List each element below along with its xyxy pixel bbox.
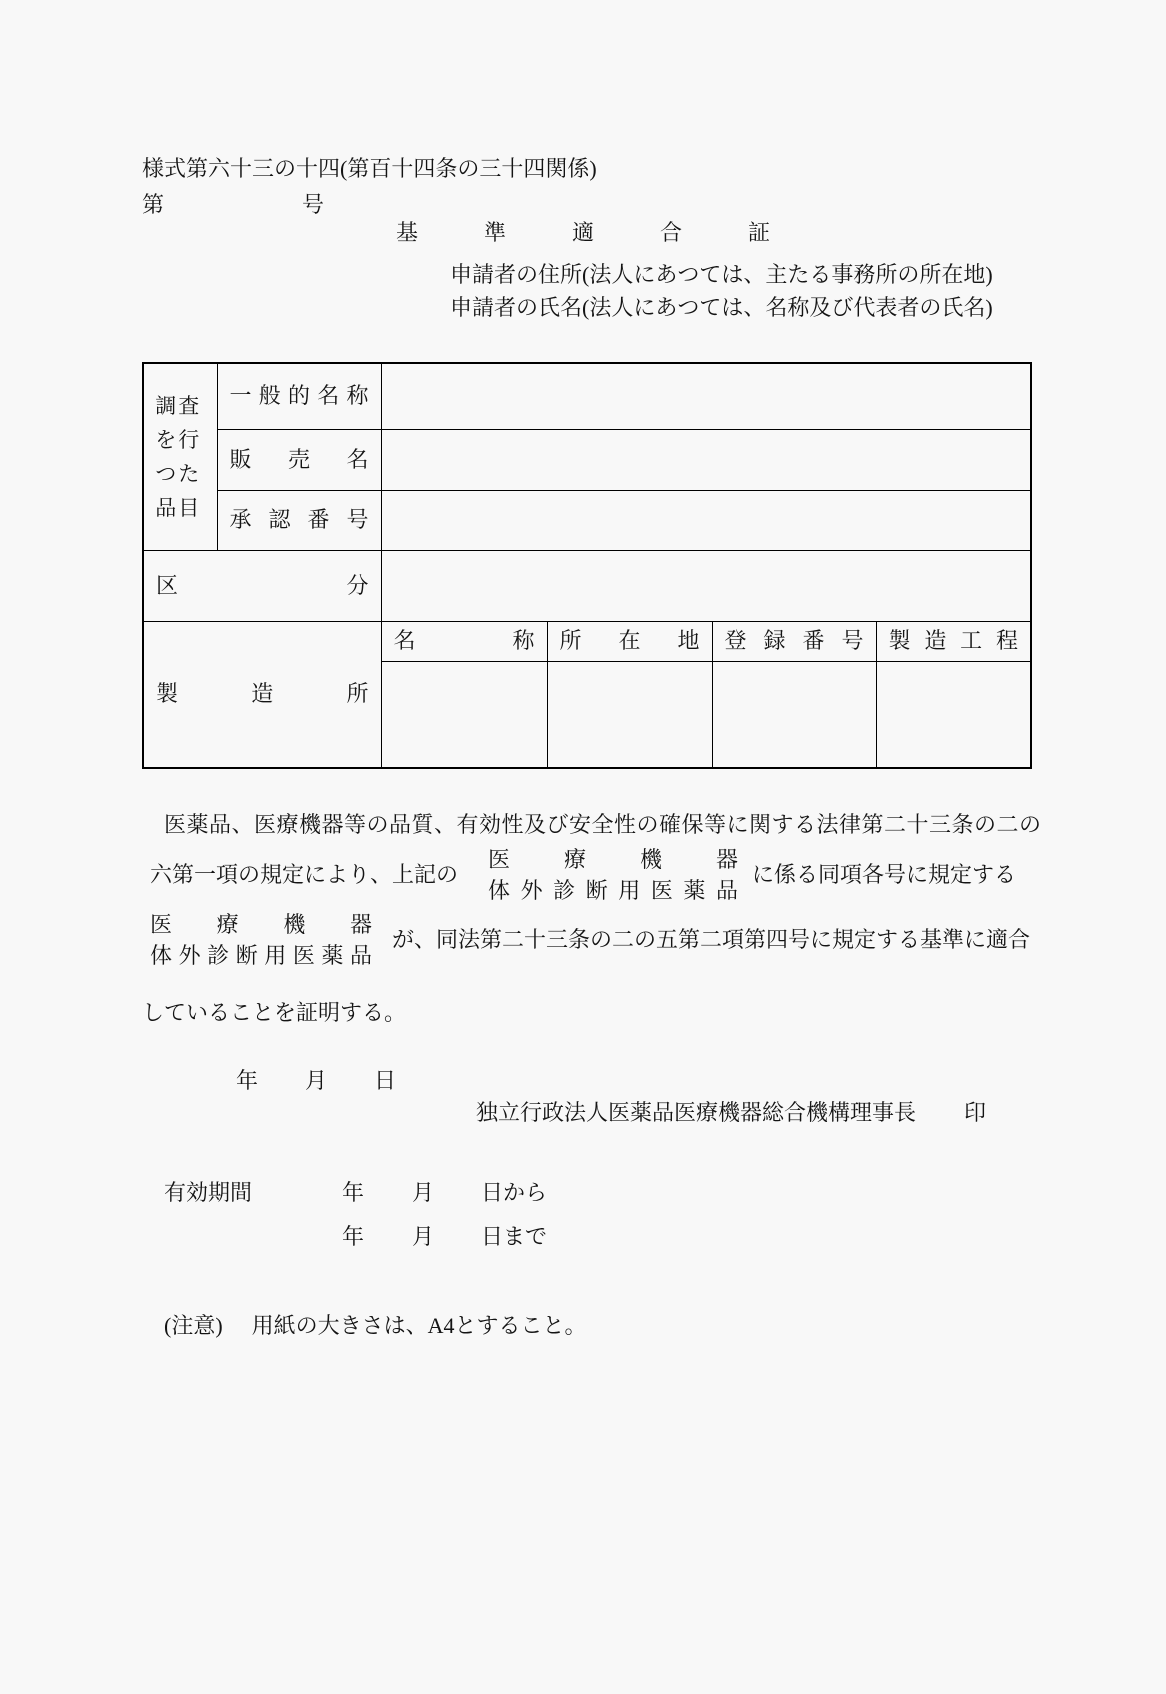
approval-number-value-cell bbox=[381, 490, 1031, 550]
validity-from-year: 年 bbox=[342, 1180, 365, 1205]
choice-medical-device: 医療機器 bbox=[488, 847, 739, 872]
site-address-header-cell: 所在地 bbox=[547, 621, 712, 661]
site-process-header-cell: 製造工程 bbox=[876, 621, 1031, 661]
paper-size-note bbox=[164, 1313, 587, 1339]
validity-to-day: 日まで bbox=[481, 1224, 548, 1249]
note-label: (注意) bbox=[164, 1313, 223, 1338]
date-year-label: 年 bbox=[236, 1068, 259, 1093]
document-number-suffix: 号 bbox=[302, 192, 325, 217]
line3-tail-text: が、同法第二十三条の二の五第二項第四号に規定する基準に適合 bbox=[392, 927, 1031, 952]
form-reference: 様式第六十三の十四(第百十四条の三十四関係) bbox=[142, 156, 597, 181]
line2-tail-text: に係る同項各号に規定する bbox=[752, 862, 1017, 887]
validity-from-day: 日から bbox=[481, 1180, 548, 1205]
issuer-signature-line bbox=[476, 1100, 986, 1126]
applicant-address-line: 申請者の住所(法人にあつては、主たる事務所の所在地) bbox=[450, 262, 993, 287]
applicant-name-line: 申請者の氏名(法人にあつては、名称及び代表者の氏名) bbox=[450, 295, 993, 320]
document-number-line bbox=[142, 192, 542, 218]
applicant-block bbox=[450, 258, 993, 324]
product-choice-stack bbox=[150, 909, 372, 971]
choice-medical-device: 医療機器 bbox=[150, 912, 372, 937]
date-month-label: 月 bbox=[305, 1068, 328, 1093]
site-registration-number-header-cell: 登録番号 bbox=[712, 621, 876, 661]
validity-label: 有効期間 bbox=[164, 1180, 253, 1205]
brand-name-label-cell: 販売名 bbox=[217, 429, 381, 490]
issuer-title: 独立行政法人医薬品医療機器総合機構理事長 bbox=[476, 1100, 917, 1125]
validity-to-line bbox=[142, 1224, 842, 1254]
site-process-value-cell bbox=[876, 661, 1031, 768]
brand-name-value-cell bbox=[381, 429, 1031, 490]
choice-ivd-drug: 体外診断用医薬品 bbox=[150, 943, 372, 968]
surveyed-items-group-label: 調査を行つた品目 bbox=[155, 393, 202, 520]
surveyed-items-group-cell bbox=[143, 363, 217, 550]
approval-number-label-cell: 承認番号 bbox=[217, 490, 381, 550]
site-name-value-cell bbox=[381, 661, 547, 768]
choice-ivd-drug: 体外診断用医薬品 bbox=[488, 878, 739, 903]
generic-name-value-cell bbox=[381, 363, 1031, 429]
validity-from-month: 月 bbox=[412, 1180, 435, 1205]
body-paragraph-line2 bbox=[142, 843, 1042, 907]
site-registration-number-value-cell bbox=[712, 661, 876, 768]
note-text: 用紙の大きさは、A4とすること。 bbox=[251, 1313, 587, 1338]
document-number-prefix: 第 bbox=[142, 192, 165, 217]
validity-to-year: 年 bbox=[342, 1224, 365, 1249]
validity-from-line bbox=[142, 1180, 842, 1210]
issuance-date-line bbox=[236, 1068, 396, 1094]
manufacturing-site-label-cell: 製造所 bbox=[143, 621, 381, 768]
line2-lead-text: 六第一項の規定により、上記の bbox=[150, 862, 459, 887]
body-paragraph-line3 bbox=[142, 908, 1042, 972]
certificate-table-wrap bbox=[142, 362, 1032, 769]
site-address-value-cell bbox=[547, 661, 712, 768]
category-label-cell: 区分 bbox=[143, 550, 381, 621]
body-paragraph-line1: 医薬品、医療機器等の品質、有効性及び安全性の確保等に関する法律第二十三条の二の bbox=[164, 812, 1042, 837]
certificate-table bbox=[142, 362, 1032, 769]
generic-name-label-cell: 一般的名称 bbox=[217, 363, 381, 429]
category-value-cell bbox=[381, 550, 1031, 621]
date-day-label: 日 bbox=[374, 1068, 397, 1093]
body-paragraph-line4: していることを証明する。 bbox=[142, 1000, 407, 1025]
product-choice-stack bbox=[488, 844, 738, 906]
seal-mark: 印 bbox=[964, 1100, 987, 1125]
page-title: 基 準 適 合 証 bbox=[395, 220, 770, 245]
site-name-header-cell: 名称 bbox=[381, 621, 547, 661]
validity-to-month: 月 bbox=[412, 1224, 435, 1249]
